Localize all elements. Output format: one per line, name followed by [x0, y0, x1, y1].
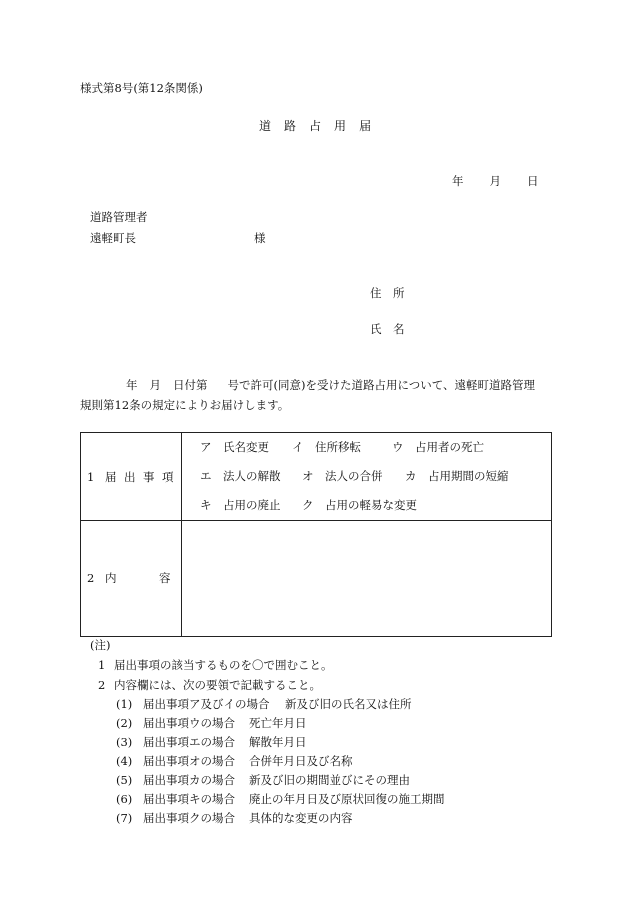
- row1-label-char: 事: [143, 469, 155, 484]
- option-item[interactable]: イ 住所移転: [292, 440, 361, 454]
- body-month: 月: [149, 378, 161, 392]
- subnote-item: 届出事項クの場合: [143, 811, 235, 825]
- date-line: [452, 176, 539, 188]
- subnote-number: (4): [116, 754, 133, 768]
- option-item[interactable]: ウ 占用者の死亡: [392, 440, 484, 454]
- subnote-desc: 新及び旧の期間並びにその理由: [249, 773, 410, 787]
- body-date-no: 日付第: [173, 378, 208, 392]
- subnote-desc: 解散年月日: [249, 735, 307, 749]
- note-number: 1: [98, 658, 106, 672]
- row1-label-char: 項: [162, 469, 174, 484]
- options-line: [200, 491, 551, 520]
- subnote-item: 届出事項ウの場合: [143, 716, 235, 730]
- notes-heading: (注): [90, 638, 111, 652]
- applicant-name-label: 氏 名: [370, 322, 405, 336]
- title-char: 用: [334, 119, 347, 133]
- body-permit-text: 号で許可(同意)を受けた道路占用について、遠軽町道路管理: [227, 378, 536, 392]
- option-item[interactable]: キ 占用の廃止: [200, 498, 281, 512]
- subnote-number: (5): [116, 773, 133, 787]
- notification-options-cell: [182, 433, 552, 521]
- row2-label-char: 内: [105, 571, 117, 585]
- options-line: [200, 462, 551, 491]
- date-day: 日: [527, 174, 539, 188]
- subnote-item: 届出事項エの場合: [143, 735, 235, 749]
- options-line: [200, 433, 551, 462]
- row1-label-char: 出: [124, 469, 136, 484]
- option-item[interactable]: カ 占用期間の短縮: [405, 469, 509, 483]
- subnote-desc: 廃止の年月日及び原状回復の施工期間: [249, 792, 445, 806]
- date-month: 月: [489, 174, 501, 188]
- row2-number: 2: [87, 571, 95, 585]
- subnote-number: (3): [116, 735, 133, 749]
- row1-number: 1: [87, 469, 95, 484]
- title-char: 道: [259, 119, 272, 133]
- subnote-desc: 死亡年月日: [249, 716, 307, 730]
- option-item[interactable]: オ 法人の合併: [302, 469, 383, 483]
- title-char: 占: [309, 119, 322, 133]
- body-text-line2: 規則第12条の規定によりお届けします。: [80, 398, 290, 412]
- subnote-number: (2): [116, 716, 133, 730]
- option-item[interactable]: エ 法人の解散: [200, 469, 281, 483]
- body-year: 年: [126, 378, 138, 392]
- title-char: 届: [359, 119, 372, 133]
- form-number: 様式第8号(第12条関係): [80, 81, 203, 95]
- option-item[interactable]: ア 氏名変更: [200, 440, 269, 454]
- subnote-item: 届出事項キの場合: [143, 792, 235, 806]
- subnote-desc: 新及び旧の氏名又は住所: [285, 697, 412, 711]
- applicant-address-label: 住 所: [370, 286, 405, 300]
- subnote-number: (6): [116, 792, 133, 806]
- title-char: 路: [284, 119, 297, 133]
- addressee-name: 遠軽町長: [90, 231, 136, 245]
- content-input-cell[interactable]: [182, 521, 552, 637]
- notification-items-label-cell: [81, 433, 182, 521]
- options-list: [182, 433, 551, 520]
- body-text-line1: [126, 380, 535, 392]
- row1-label-char: 届: [105, 469, 117, 484]
- notification-table: [80, 432, 552, 637]
- note-text: 届出事項の該当するものを〇で囲むこと。: [114, 658, 333, 672]
- subnote-item: 届出事項オの場合: [143, 754, 235, 768]
- row2-label-char: 容: [159, 571, 171, 585]
- subnote-number: (1): [116, 697, 133, 711]
- addressee-honorific: 様: [254, 231, 266, 245]
- subnote-number: (7): [116, 811, 133, 825]
- content-label-cell: [81, 521, 182, 637]
- date-year: 年: [452, 174, 464, 188]
- subnote-item: 届出事項カの場合: [143, 773, 235, 787]
- subnote-item: 届出事項ア及びイの場合: [143, 697, 270, 711]
- table-row: [81, 521, 552, 637]
- table-row: [81, 433, 552, 521]
- subnote-desc: 合併年月日及び名称: [249, 754, 353, 768]
- subnote-desc: 具体的な変更の内容: [249, 811, 353, 825]
- note-number: 2: [98, 678, 106, 692]
- addressee-title: 道路管理者: [90, 210, 148, 224]
- option-item[interactable]: ク 占用の軽易な変更: [302, 498, 417, 512]
- note-text: 内容欄には、次の要領で記載すること。: [114, 678, 321, 692]
- page-title: [259, 120, 384, 133]
